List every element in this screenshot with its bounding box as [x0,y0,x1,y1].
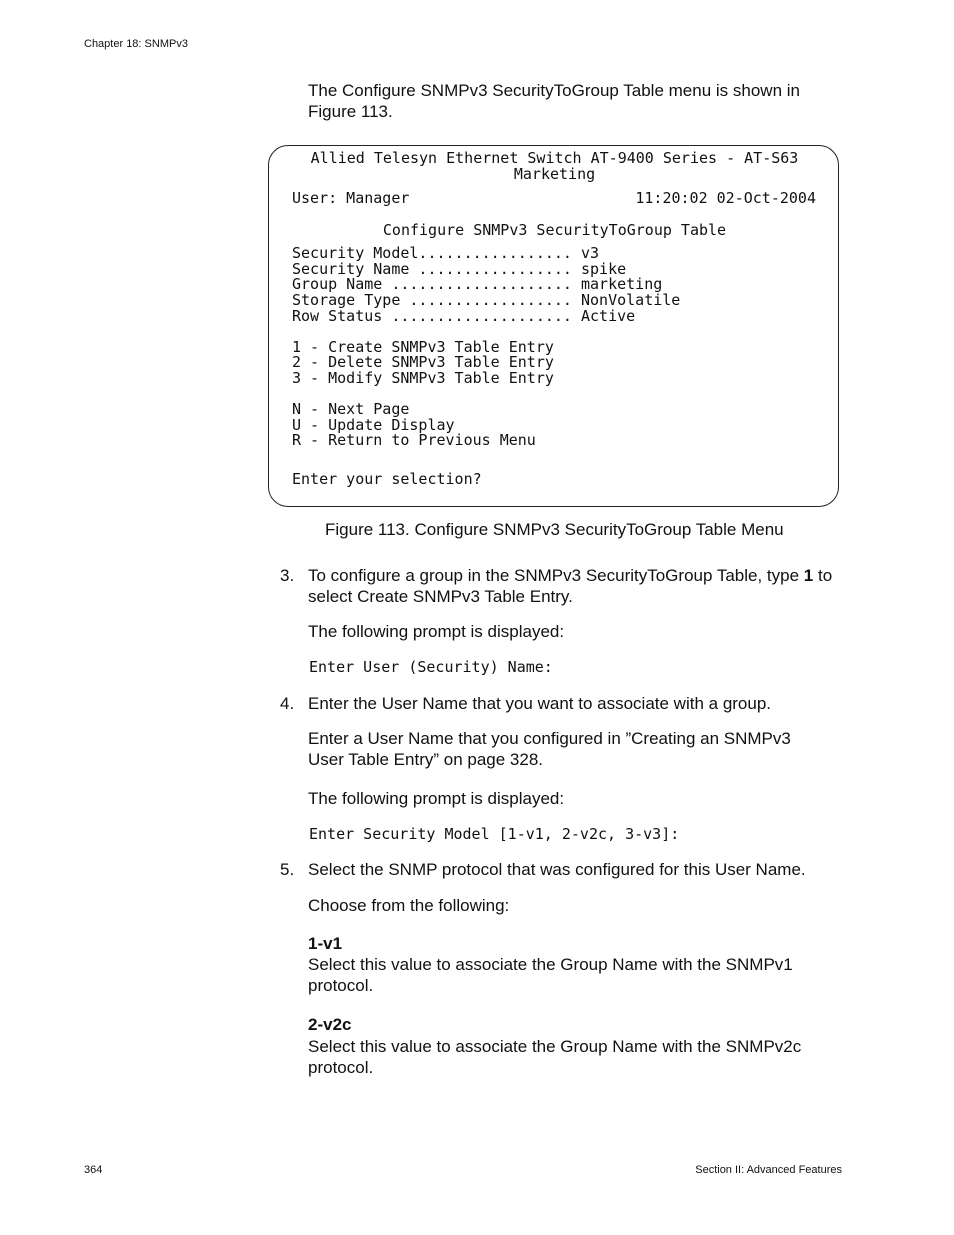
step-3-prompt: Enter User (Security) Name: [309,658,553,676]
screen-field-group-name: Group Name .................... marketing [292,275,663,293]
page-number: 364 [84,1164,103,1176]
screen-option-create: 1 - Create SNMPv3 Table Entry [292,338,554,356]
terminal-screen-figure [268,145,839,507]
step-5-choose: Choose from the following: [308,896,510,915]
step-4-prompt: Enter Security Model [1-v1, 2-v2c, 3-v3]: [309,825,680,843]
screen-prompt: Enter your selection? [292,470,482,488]
screen-title-line1: Allied Telesyn Ethernet Switch AT-9400 Series - AT-S63 [310,149,799,167]
step-3-following: The following prompt is displayed: [308,622,565,641]
section-footer: Section II: Advanced Features [695,1164,842,1176]
step-4-text: Enter the User Name that you want to associate with a group. [308,694,772,713]
screen-title-line2: Marketing [513,165,596,183]
screen-nav-update: U - Update Display [292,416,455,434]
step-4-number: 4. [280,694,295,713]
screen-nav-return: R - Return to Previous Menu [292,431,536,449]
screen-field-security-model: Security Model................. v3 [292,244,600,262]
step-3-number: 3. [280,566,295,585]
figure-caption: Figure 113. Configure SNMPv3 SecurityToGroup Table Menu [325,520,784,539]
screen-field-security-name: Security Name ................. spike [292,260,627,278]
option-2-title: 2-v2c [308,1015,352,1034]
screen-option-delete: 2 - Delete SNMPv3 Table Entry [292,353,554,371]
screen-field-storage-type: Storage Type .................. NonVolatile [292,291,681,309]
step-5-number: 5. [280,860,295,879]
screen-user: User: Manager [292,189,410,207]
screen-field-row-status: Row Status .................... Active [292,307,636,325]
step-3-key: 1 [803,566,814,585]
screen-nav-next: N - Next Page [292,400,410,418]
screen-option-modify: 3 - Modify SNMPv3 Table Entry [292,369,554,387]
option-1-text: Select this value to associate the Group Name with the SNMPv1 protocol. [308,955,793,995]
step-5-text: Select the SNMP protocol that was configured for this User Name. [308,860,806,879]
screen-datetime: 11:20:02 02-Oct-2004 [635,189,816,207]
chapter-header: Chapter 18: SNMPv3 [84,38,188,50]
step-3-text: To configure a group in the SNMPv3 SecurityToGroup Table, type 1 to select Create SNMPv3 Table Entry. [308,566,833,606]
option-1-title: 1-v1 [308,934,343,953]
screen-heading: Configure SNMPv3 SecurityToGroup Table [382,221,727,239]
step-4-detail: Enter a User Name that you configured in ”Creating an SNMPv3 User Table Entry” on page 328. [308,729,791,769]
intro-paragraph: The Configure SNMPv3 SecurityToGroup Table menu is shown in Figure 113. [308,81,800,121]
option-2-text: Select this value to associate the Group Name with the SNMPv2c protocol. [308,1037,802,1077]
step-4-following: The following prompt is displayed: [308,789,565,808]
